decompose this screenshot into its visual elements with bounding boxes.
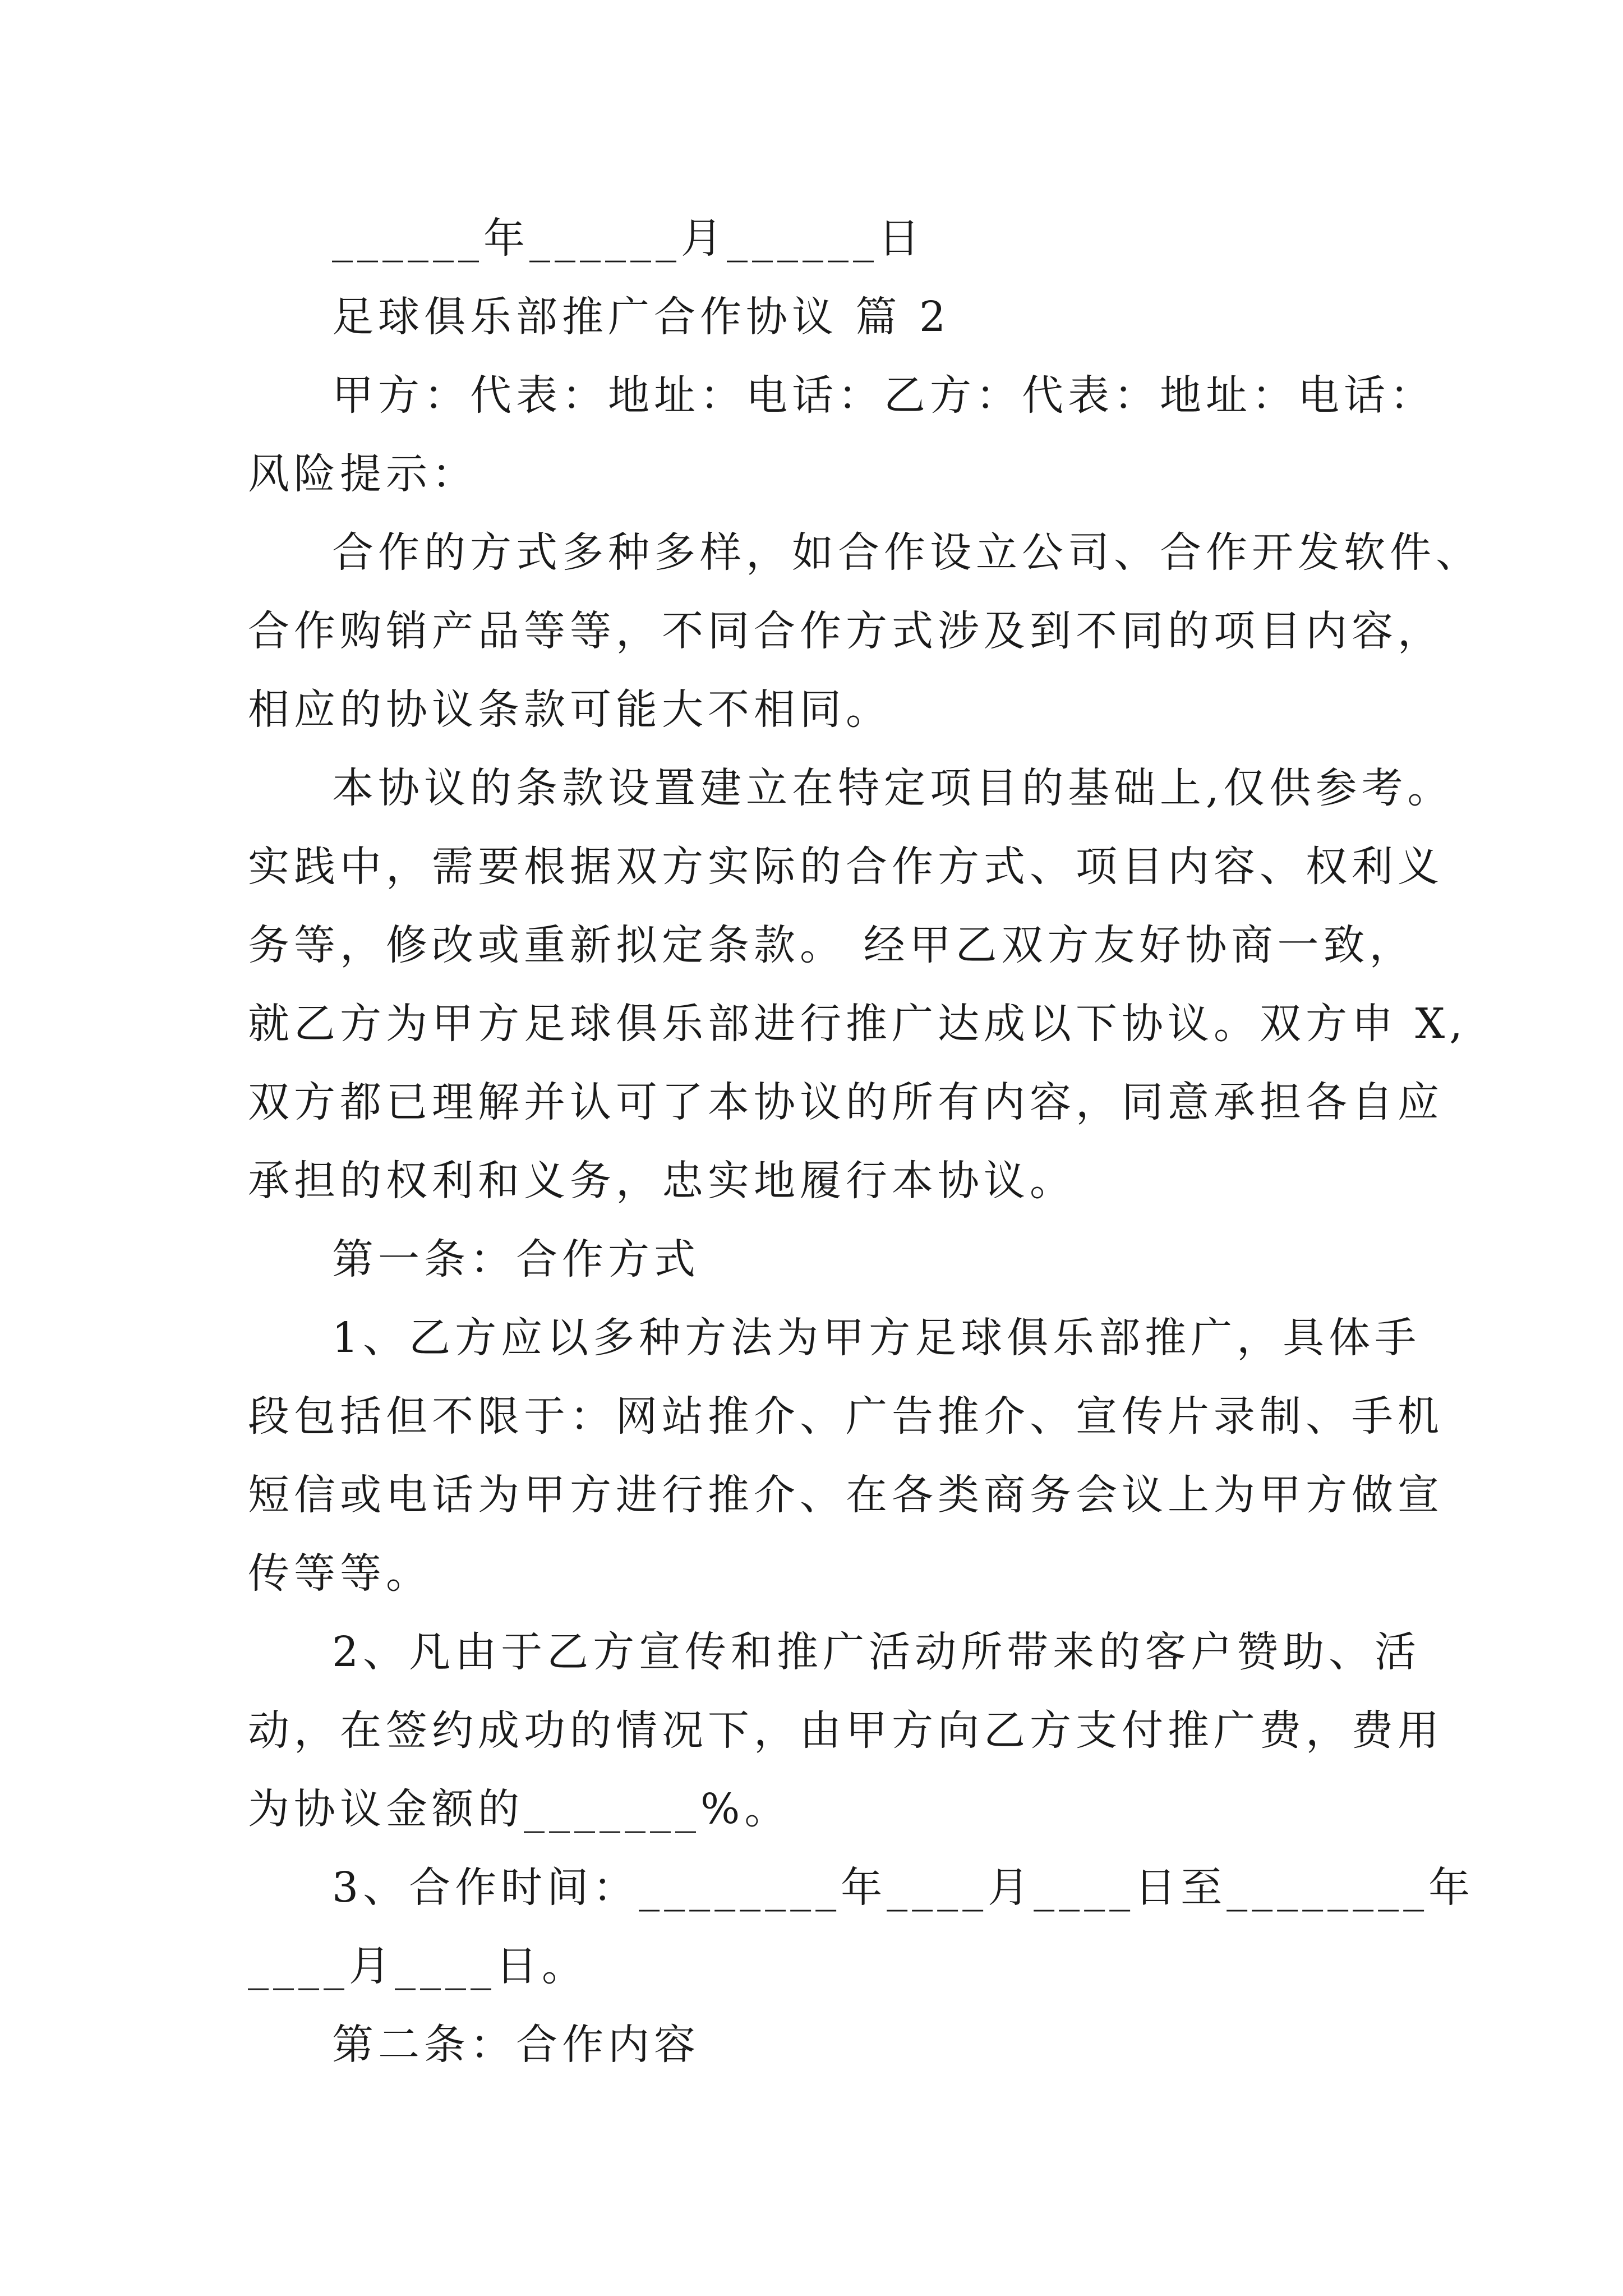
clause-line: 短信或电话为甲方进行推介、在各类商务会议上为甲方做宣 xyxy=(248,1471,1444,1519)
paragraph-line: 承担的权利和义务，忠实地履行本协议。 xyxy=(248,1157,1076,1205)
paragraph-line: 双方都已理解并认可了本协议的所有内容，同意承担各自应 xyxy=(248,1078,1444,1126)
parties-line: 甲方：代表：地址：电话：乙方：代表：地址：电话： xyxy=(332,371,1436,420)
clause-line: 为协议金额的_______%。 xyxy=(248,1785,791,1833)
paragraph-line: 实践中，需要根据双方实际的合作方式、项目内容、权利义 xyxy=(248,843,1444,891)
paragraph-line: 务等，修改或重新拟定条款。 经甲乙双方友好协商一致， xyxy=(248,921,1415,969)
paragraph-line: 本协议的条款设置建立在特定项目的基础上,仅供参考。 xyxy=(332,764,1454,812)
paragraph-line: 合作的方式多种多样，如合作设立公司、合作开发软件、 xyxy=(332,528,1482,577)
clause-line: 传等等。 xyxy=(248,1549,432,1598)
clause-line: 3、合作时间：________年____月____日至________年 xyxy=(332,1864,1475,1912)
clause-line: 动，在签约成功的情况下，由甲方向乙方支付推广费，费用 xyxy=(248,1706,1444,1755)
paragraph-line: 相应的协议条款可能大不相同。 xyxy=(248,685,892,734)
clause-line: ____月____日。 xyxy=(248,1942,588,1990)
clause-line: 1、乙方应以多种方法为甲方足球俱乐部推广，具体手 xyxy=(332,1314,1421,1362)
risk-notice-heading: 风险提示： xyxy=(248,450,478,498)
paragraph-line: 就乙方为甲方足球俱乐部进行推广达成以下协议。双方申 X, xyxy=(248,1000,1467,1048)
article-1-heading: 第一条：合作方式 xyxy=(332,1235,700,1283)
clause-line: 2、凡由于乙方宣传和推广活动所带来的客户赞助、活 xyxy=(332,1628,1421,1676)
date-line: ______年______月______日 xyxy=(332,214,924,263)
clause-line: 段包括但不限于：网站推介、广告推介、宣传片录制、手机 xyxy=(248,1392,1444,1441)
article-2-heading: 第二条：合作内容 xyxy=(332,2021,700,2069)
agreement-title: 足球俱乐部推广合作协议 篇 2 xyxy=(332,293,951,341)
paragraph-line: 合作购销产品等等，不同合作方式涉及到不同的项目内容， xyxy=(248,607,1444,655)
